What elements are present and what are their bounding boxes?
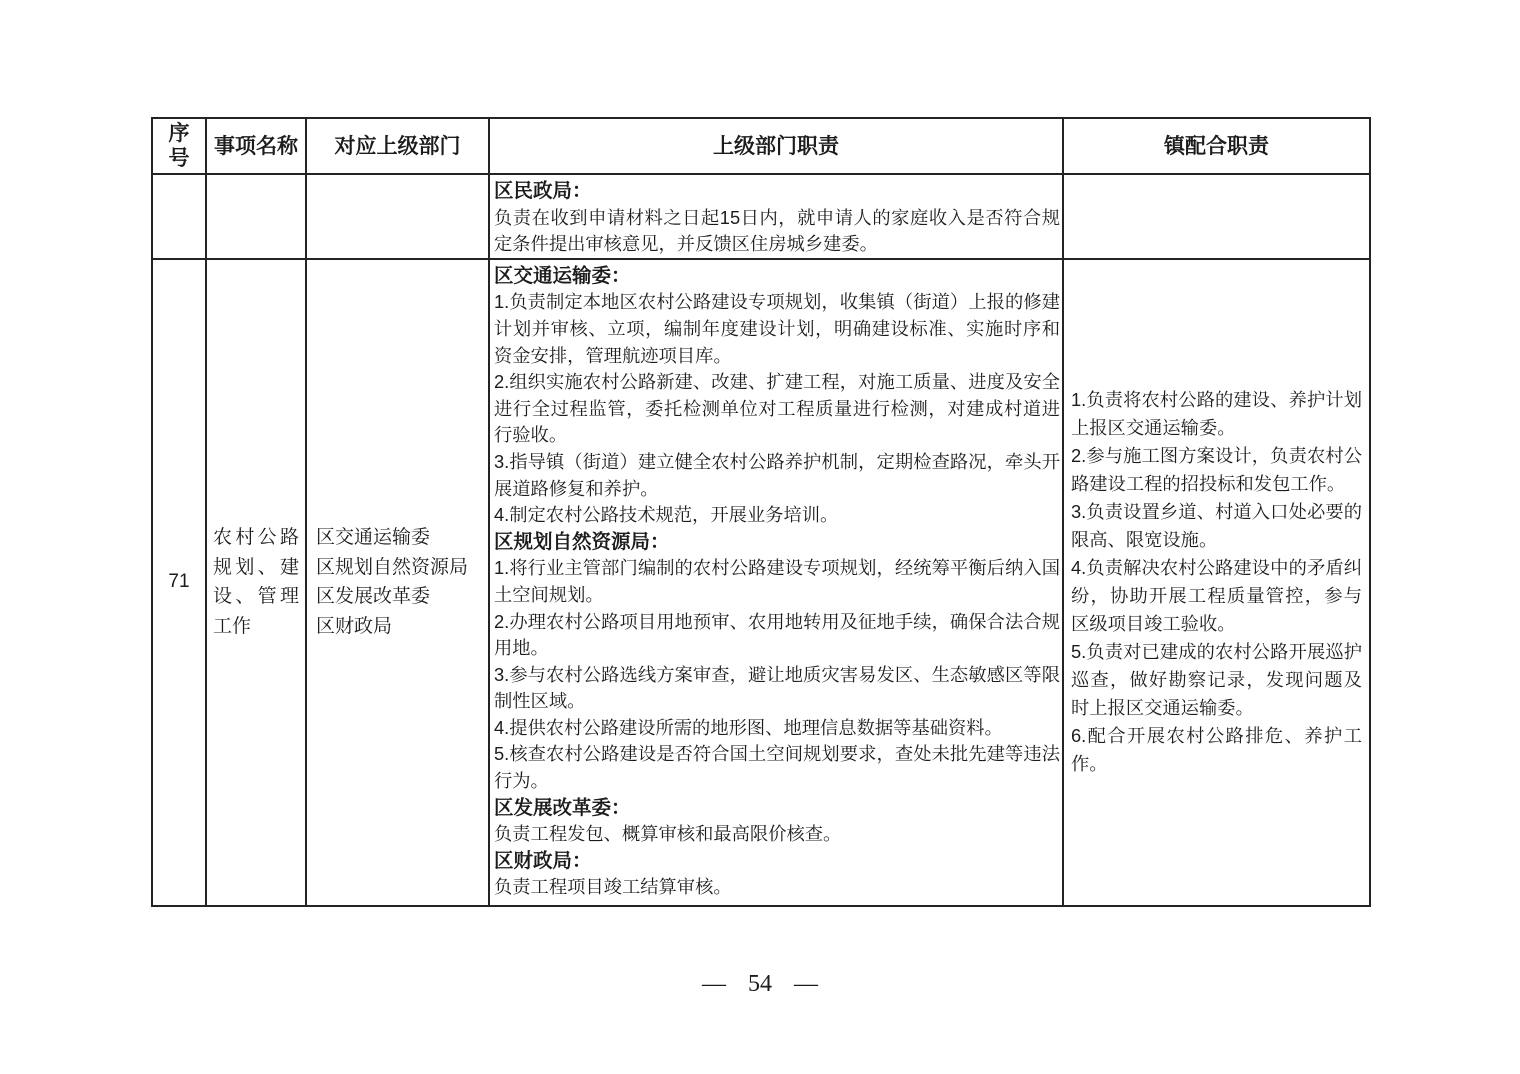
town-duty-line: 6.配合开展农村公路排危、养护工作。 — [1071, 725, 1362, 775]
town-duty-line: 1.负责将农村公路的建设、养护计划上报区交通运输委。 — [1071, 389, 1362, 439]
cell-superior-duties — [489, 174, 1063, 259]
duty-line: 2.办理农村公路项目用地预审、农用地转用及征地手续，确保合法合规用地。 — [494, 610, 1060, 659]
duty-line: 1.负责制定本地区农村公路建设专项规划，收集镇（街道）上报的修建计划并审核、立项，编制年度建设计划，明确建设标准、实施时序和资金安排，管理航迹项目库。 — [494, 291, 1060, 366]
duty-line: 3.参与农村公路选线方案审查，避让地质灾害易发区、生态敏感区等限制性区域。 — [494, 663, 1060, 712]
department-name: 区财政局 — [316, 615, 393, 637]
duty-line: 区民政局： — [494, 180, 592, 202]
table-header-row — [152, 118, 1370, 174]
duty-line: 负责工程发包、概算审核和最高限价核查。 — [494, 823, 842, 845]
column-header-town-duties: 镇配合职责 — [1063, 118, 1370, 174]
duty-line: 区交通运输委： — [494, 264, 631, 287]
responsibility-table — [151, 117, 1371, 907]
column-header-superior-department: 对应上级部门 — [306, 118, 489, 174]
cell-departments — [306, 259, 489, 906]
cell-item-name — [206, 174, 306, 259]
superior-duties-list — [494, 178, 1060, 258]
duty-line: 5.核查农村公路建设是否符合国土空间规划要求，查处未批先建等违法行为。 — [494, 743, 1060, 792]
duty-line: 负责工程项目竣工结算审核。 — [494, 876, 732, 898]
town-duty-line: 4.负责解决农村公路建设中的矛盾纠纷，协助开展工程质量管控，参与区级项目竣工验收。 — [1071, 557, 1362, 635]
cell-superior-duties — [489, 259, 1063, 906]
column-header-seq: 序号 — [152, 118, 206, 174]
town-duties-list — [1071, 386, 1362, 778]
duty-line: 区规划自然资源局： — [494, 530, 670, 553]
town-duty-line: 2.参与施工图方案设计，负责农村公路建设工程的招投标和发包工作。 — [1071, 445, 1362, 495]
superior-duties-list — [494, 263, 1060, 901]
town-duty-line: 3.负责设置乡道、村道入口处必要的限高、限宽设施。 — [1071, 501, 1362, 551]
duty-line: 3.指导镇（街道）建立健全农村公路养护机制，定期检查路况，牵头开展道路修复和养护。 — [494, 450, 1060, 499]
item-name-text: 农村公路规划、建设、管理工作 — [213, 527, 299, 637]
duty-line: 1.将行业主管部门编制的农村公路建设专项规划，经统筹平衡后纳入国土空间规划。 — [494, 557, 1060, 605]
column-header-superior-duties: 上级部门职责 — [489, 118, 1063, 174]
department-name: 区规划自然资源局 — [316, 556, 469, 578]
column-header-item-name: 事项名称 — [206, 118, 306, 174]
table-row-continuation — [152, 174, 1370, 259]
cell-seq: 71 — [152, 259, 206, 906]
page-number: — 54 — — [702, 971, 818, 997]
duty-line: 2.组织实施农村公路新建、改建、扩建工程，对施工质量、进度及安全进行全过程监管，委托检测单位对工程质量进行检测，对建成村道进行验收。 — [494, 371, 1060, 446]
duty-line: 4.制定农村公路技术规范，开展业务培训。 — [494, 504, 839, 526]
town-duty-line: 5.负责对已建成的农村公路开展巡护巡查，做好勘察记录，发现问题及时上报区交通运输委。 — [1071, 641, 1362, 719]
cell-item-name — [206, 259, 306, 906]
cell-departments — [306, 174, 489, 259]
department-name: 区发展改革委 — [316, 586, 431, 608]
duty-line: 区发展改革委： — [494, 796, 631, 819]
cell-town-duties — [1063, 259, 1370, 906]
departments-list — [316, 523, 484, 641]
department-name: 区交通运输委 — [316, 527, 431, 549]
duty-line: 4.提供农村公路建设所需的地形图、地理信息数据等基础资料。 — [494, 716, 1003, 738]
duty-line: 区财政局： — [494, 849, 592, 872]
cell-town-duties — [1063, 174, 1370, 259]
table-row-71 — [152, 259, 1370, 906]
duty-line: 负责在收到申请材料之日起15日内，就申请人的家庭收入是否符合规定条件提出审核意见，并反馈区住房城乡建委。 — [494, 206, 1060, 255]
cell-seq — [152, 174, 206, 259]
